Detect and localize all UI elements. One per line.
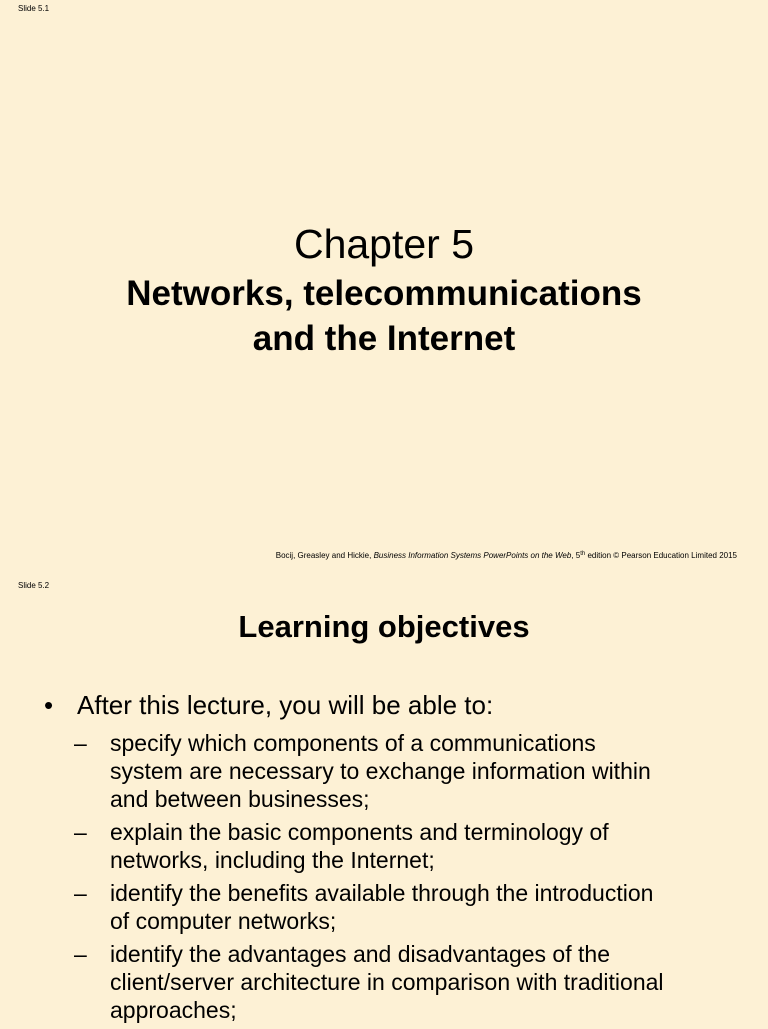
footer-superscript: th <box>580 551 586 557</box>
dash-icon: – <box>74 730 87 756</box>
slide-number: Slide 5.1 <box>18 4 50 13</box>
objective-text-line: identify the advantages and disadvantages of the <box>110 941 610 967</box>
chapter-subtitle <box>0 271 768 361</box>
objective-text-line: identify the benefits available through the introduction <box>110 880 654 906</box>
objective-text-line: explain the basic components and terminology of <box>110 819 609 845</box>
dash-icon: – <box>74 941 87 967</box>
subtitle-line: Networks, telecommunications <box>126 274 642 313</box>
subtitle-line: and the Internet <box>252 319 516 358</box>
objective-item <box>74 940 754 1024</box>
objective-text-line: approaches; <box>110 997 237 1023</box>
objective-item <box>74 818 754 874</box>
bullet-icon: • <box>44 690 54 720</box>
objective-item <box>74 729 754 813</box>
objective-text-line: and between businesses; <box>110 786 370 812</box>
copyright-footer <box>276 550 737 562</box>
objective-text-line: networks, including the Internet; <box>110 847 435 873</box>
objective-item <box>74 879 754 935</box>
footer-book-title: Business Information Systems PowerPoints on the Web <box>373 551 572 560</box>
objectives-list <box>74 729 754 1029</box>
bullet-text: After this lecture, you will be able to: <box>77 690 494 720</box>
objective-text-line: system are necessary to exchange information within <box>110 758 651 784</box>
bullet-item <box>44 688 493 722</box>
footer-edition-number: , 5 <box>571 551 581 560</box>
chapter-title: Chapter 5 <box>293 221 475 267</box>
objective-text-line: client/server architecture in comparison with traditional <box>110 969 664 995</box>
slide-5-2 <box>0 576 768 1024</box>
slide-heading: Learning objectives <box>238 609 530 644</box>
footer-edition: edition © Pearson Education Limited 2015 <box>585 551 737 560</box>
slide-number: Slide 5.2 <box>18 581 50 590</box>
dash-icon: – <box>74 880 87 906</box>
objective-text-line: of computer networks; <box>110 908 337 934</box>
objective-text-line: specify which components of a communications <box>110 730 596 756</box>
dash-icon: – <box>74 819 87 845</box>
footer-authors: Bocij, Greasley and Hickie, <box>275 551 374 560</box>
